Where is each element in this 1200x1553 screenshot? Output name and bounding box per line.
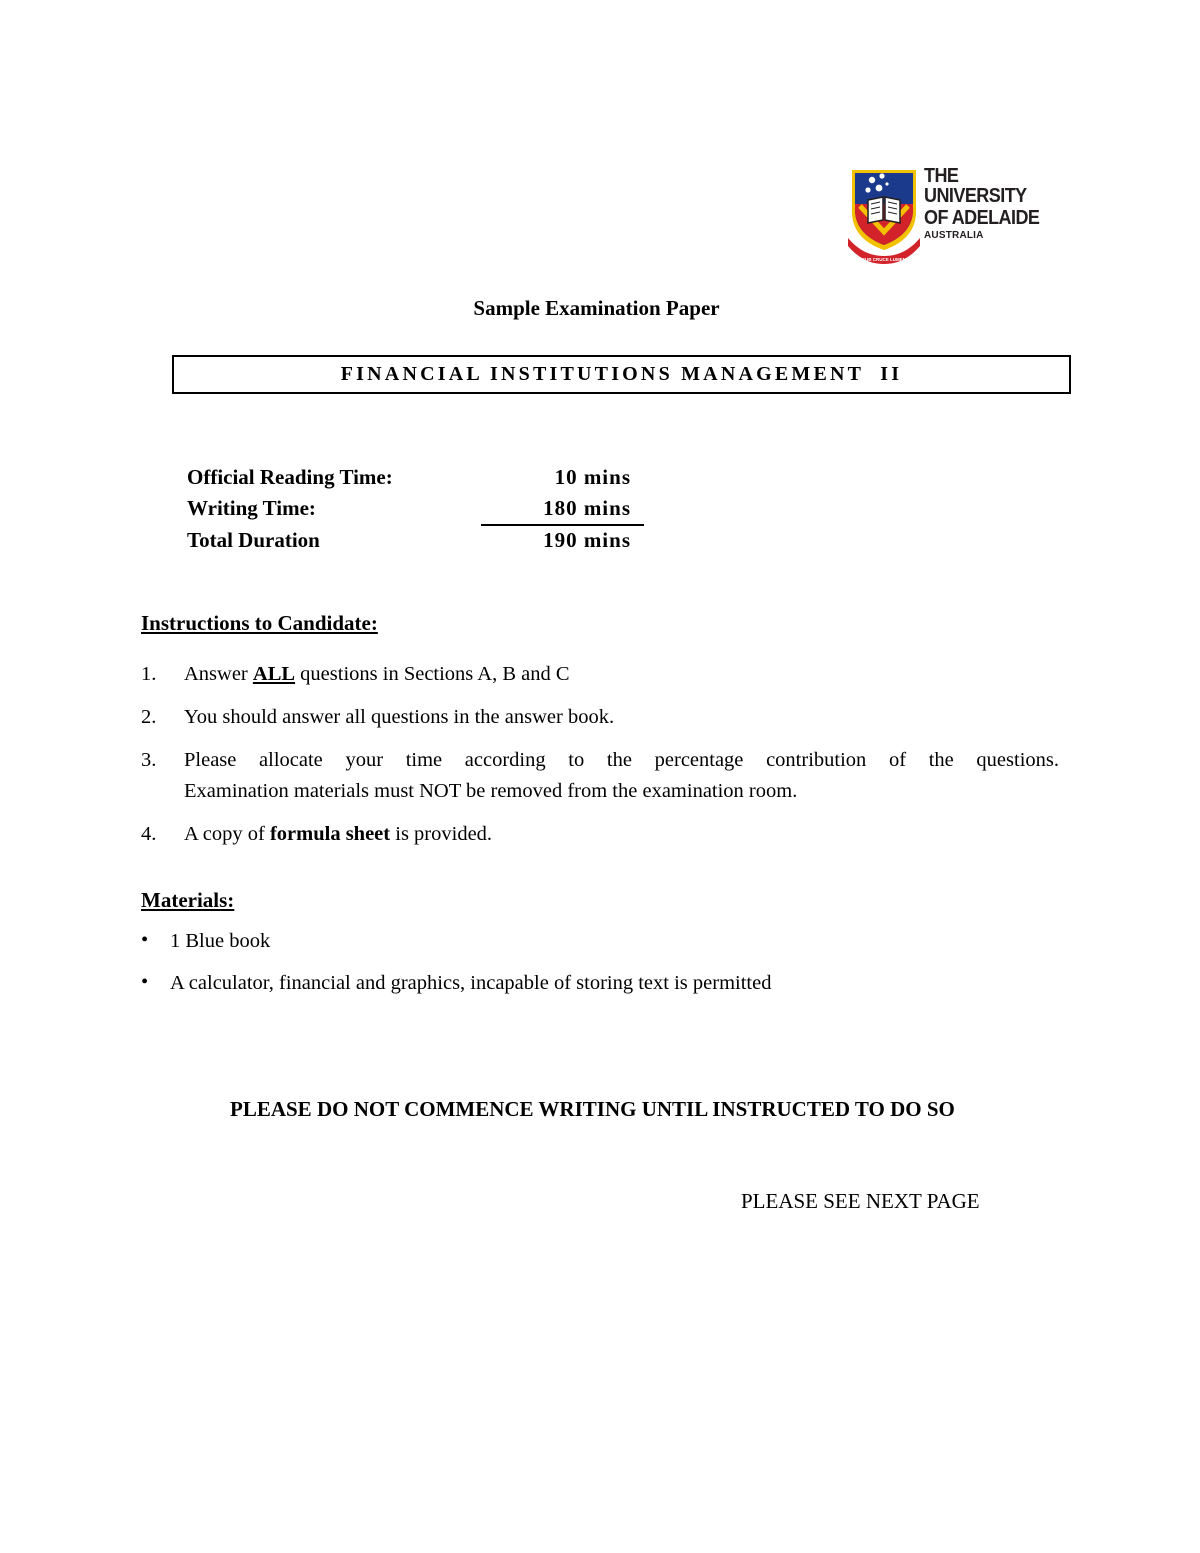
instruction-number: 1. <box>141 663 157 685</box>
materials-item-text: 1 Blue book <box>170 930 271 952</box>
instruction-number: 3. <box>141 749 157 771</box>
logo-line2: OF ADELAIDE <box>924 207 1040 229</box>
instruction-text: You should answer all questions in the answer book. <box>184 706 615 728</box>
materials-item-text: A calculator, financial and graphics, incapable of storing text is permitted <box>170 972 772 994</box>
total-duration-value: 190 mins <box>543 528 631 552</box>
total-duration-label: Total Duration <box>187 528 320 552</box>
instruction-item <box>141 745 1059 807</box>
instruction-emphasis: formula sheet <box>269 823 391 845</box>
instruction-emphasis: ALL <box>252 663 296 685</box>
logo-line1: THE UNIVERSITY <box>924 165 1027 207</box>
bullet-icon: • <box>141 971 149 993</box>
instruction-item <box>141 702 1059 733</box>
instruction-text-line1: Please allocate your time according to the percentage contribution of the questions. <box>184 749 1059 771</box>
writing-time-label: Writing Time: <box>187 496 316 520</box>
instruction-text: A copy of formula sheet is provided. <box>184 823 493 845</box>
university-crest-icon <box>846 166 922 266</box>
logo-motto: SUB CRUCE LUMEN <box>861 257 907 262</box>
reading-time-label: Official Reading Time: <box>187 465 393 489</box>
university-logo <box>846 166 1066 266</box>
next-page-note: PLEASE SEE NEXT PAGE <box>741 1189 980 1213</box>
instruction-text-line2: Examination materials must NOT be removed from the examination room. <box>184 780 798 802</box>
instruction-text <box>184 745 1059 807</box>
sum-rule <box>481 524 644 526</box>
logo-line3: AUSTRALIA <box>924 230 984 241</box>
course-title-box <box>172 355 1071 394</box>
instruction-item <box>141 819 1059 850</box>
materials-heading: Materials: <box>141 888 235 912</box>
instruction-number: 4. <box>141 823 157 845</box>
reading-time-value: 10 mins <box>554 465 631 489</box>
instruction-text: Answer ALL questions in Sections A, B and C <box>184 663 570 685</box>
instructions-heading: Instructions to Candidate: <box>141 611 378 635</box>
instruction-number: 2. <box>141 706 157 728</box>
commence-warning: PLEASE DO NOT COMMENCE WRITING UNTIL INSTRUCTED TO DO SO <box>230 1097 955 1121</box>
bullet-icon: • <box>141 929 149 951</box>
instruction-item <box>141 659 1059 690</box>
logo-wordmark <box>924 166 1066 241</box>
document-title: Sample Examination Paper <box>473 296 720 320</box>
writing-time-value: 180 mins <box>543 496 631 520</box>
course-title: FINANCIAL INSTITUTIONS MANAGEMENT II <box>340 363 903 385</box>
